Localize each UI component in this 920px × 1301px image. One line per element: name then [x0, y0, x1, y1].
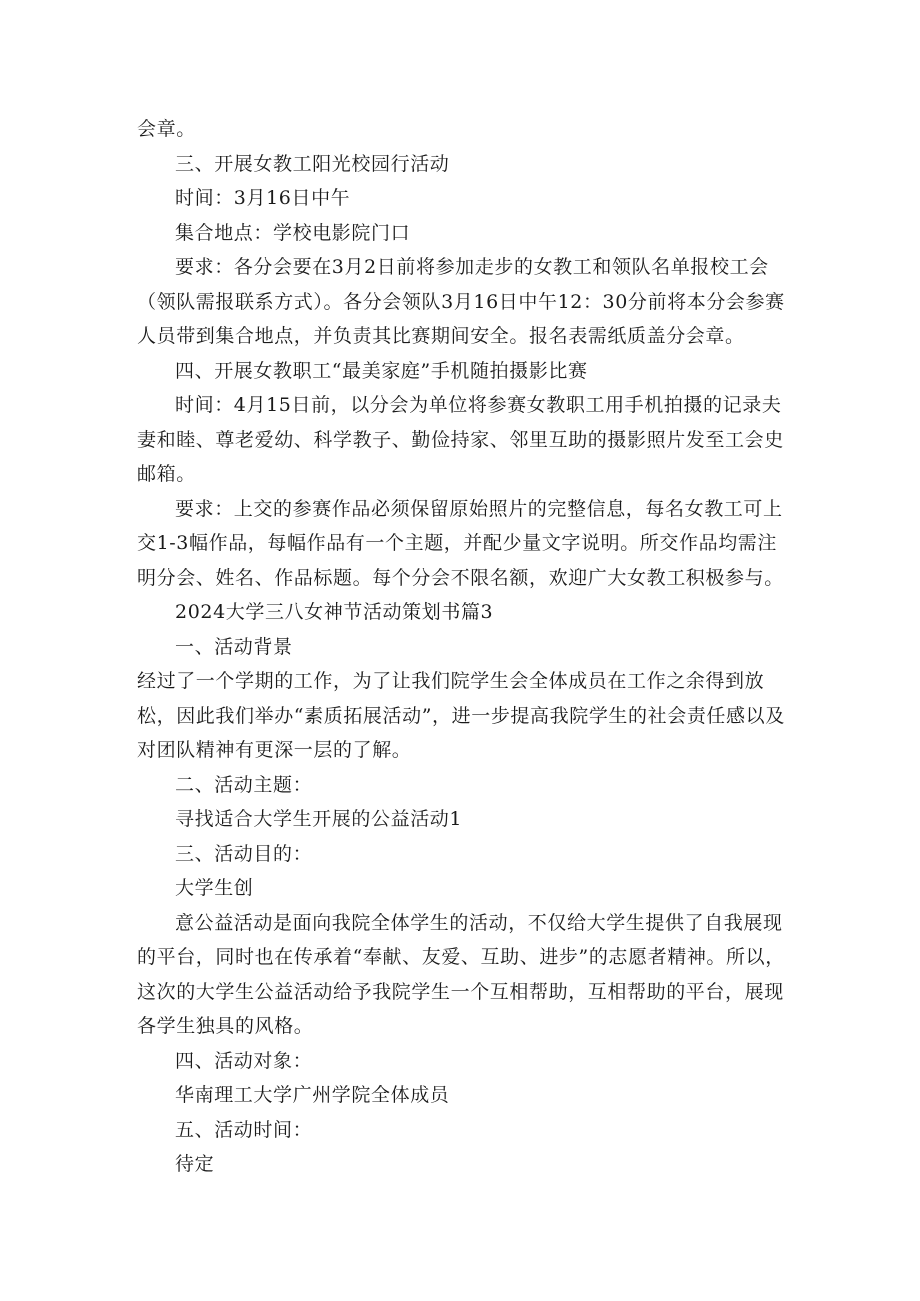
paragraph-background: 经过了一个学期的工作，为了让我们院学生会全体成员在工作之余得到放松，因此我们举办“素质拓展活动”，进一步提高我院学生的社会责任感以及对团队精神有更深一层的了解。 [137, 670, 785, 761]
section-heading-photo-contest: 四、开展女教职工“最美家庭”手机随拍摄影比赛 [175, 359, 588, 382]
section-heading-background: 一、活动背景 [175, 635, 293, 658]
section-heading-sunshine-walk: 三、开展女教工阳光校园行活动 [175, 152, 450, 175]
paragraph-continuation: 会章。 [137, 118, 196, 140]
section-heading-purpose: 三、活动目的： [175, 842, 313, 865]
paragraph-meeting-place: 集合地点：学校电影院门口 [175, 221, 411, 244]
section-heading-time: 五、活动时间： [175, 1118, 313, 1141]
paragraph-requirements: 要求：各分会要在3月2日前将参加走步的女教工和领队名单报校工会（领队需报联系方式）。各分会领队3月16日中午12：30分前将本分会参赛人员带到集合地点，并负责其比赛期间安全。报名表需纸质盖分会章。 [137, 256, 785, 347]
paragraph-photo-requirements: 要求：上交的参赛作品必须保留原始照片的完整信息，每名女教工可上交1-3幅作品，每幅作品有一个主题，并配少量文字说明。所交作品均需注明分会、姓名、作品标题。每个分会不限名额，欢迎广大女教工积极参与。 [137, 497, 784, 589]
section-heading-target: 四、活动对象： [175, 1049, 313, 1072]
paragraph-theme: 寻找适合大学生开展的公益活动1 [175, 808, 463, 830]
paragraph-time-tbd: 待定 [175, 1153, 215, 1175]
paragraph-target: 华南理工大学广州学院全体成员 [175, 1084, 450, 1106]
section-heading-theme: 二、活动主题： [175, 773, 313, 796]
paragraph-photo-time: 时间：4月15日前，以分会为单位将参赛女教职工用手机拍摄的记录夫妻和睦、尊老爱幼、科学教子、勤俭持家、邻里互助的摄影照片发至工会史邮箱。 [137, 394, 784, 485]
paragraph-purpose-start: 大学生创 [175, 877, 254, 899]
document-subtitle: 2024大学三八女神节活动策划书篇3 [175, 601, 494, 623]
paragraph-purpose: 意公益活动是面向我院全体学生的活动，不仅给大学生提供了自我展现的平台，同时也在传承着“奉献、友爱、互助、进步”的志愿者精神。所以，这次的大学生公益活动给予我院学生一个互相帮助，互相帮助的平台，展现各学生独具的风格。 [137, 911, 785, 1037]
document-body [137, 112, 787, 1182]
paragraph-time: 时间：3月16日中午 [175, 187, 351, 209]
